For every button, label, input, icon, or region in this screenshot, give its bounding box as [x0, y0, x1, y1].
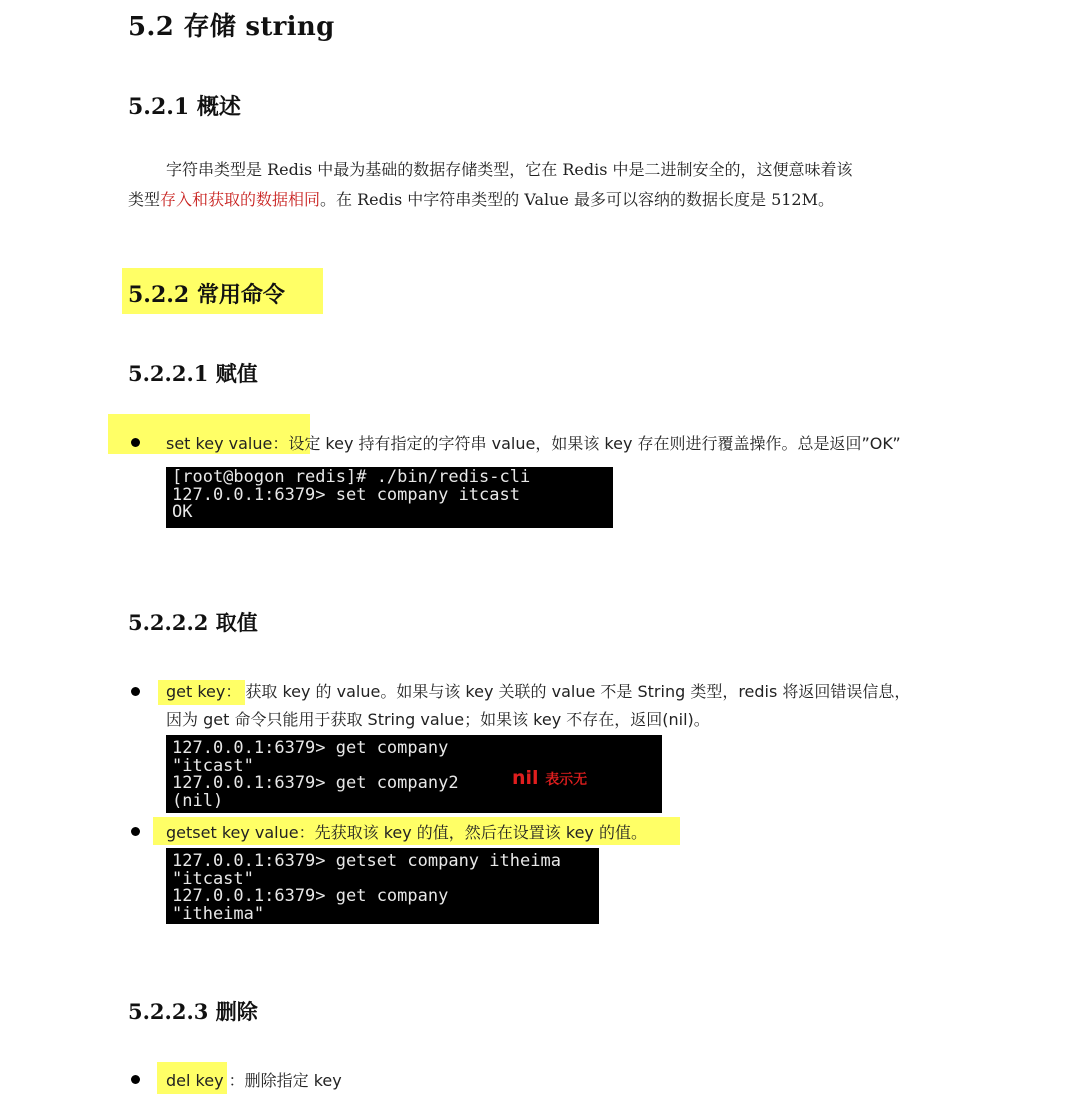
- heading-common-commands: 5.2.2 常用命令: [128, 282, 285, 308]
- bullet: [131, 827, 140, 836]
- heading-assign: 5.2.2.1 赋值: [128, 361, 258, 386]
- bullet: [131, 438, 140, 447]
- terminal-line: 127.0.0.1:6379> get company: [172, 886, 449, 906]
- page-title: 5.2 存储 string: [128, 12, 335, 42]
- terminal-line: 127.0.0.1:6379> get company2: [172, 773, 459, 793]
- terminal-set: [166, 467, 613, 528]
- set-command: set key value：设定: [166, 434, 321, 453]
- terminal-line: 127.0.0.1:6379> getset company itheima: [172, 851, 561, 871]
- del-bullet-text: [166, 1068, 342, 1091]
- bullet: [131, 1075, 140, 1084]
- del-command: del key: [166, 1071, 224, 1090]
- overview-line-2-suffix: 。在 Redis 中字符串类型的 Value 最多可以容纳的数据长度是 512M。: [320, 190, 834, 209]
- get-description: 获取 key 的 value。如果与该 key 关联的 value 不是 String 类型，redis 将返回错误信息，: [245, 682, 911, 701]
- heading-get: 5.2.2.2 取值: [128, 610, 258, 635]
- overview-line-2-prefix: 类型: [128, 190, 161, 209]
- getset-bullet-text: getset key value：先获取该 key 的值，然后在设置该 key 的值。: [166, 823, 647, 842]
- terminal-line: OK: [172, 502, 193, 522]
- overview-red-text: 存入和获取的数据相同: [160, 190, 321, 209]
- nil-annotation-meaning: 表示无: [545, 772, 588, 788]
- overview-paragraph: [128, 155, 958, 215]
- get-bullet-line-2: 因为 get 命令只能用于获取 String value；如果该 key 不存在，返回(nil)。: [166, 710, 710, 729]
- terminal-get: [166, 735, 662, 813]
- terminal-line: (nil): [172, 790, 224, 811]
- set-description: key 持有指定的字符串 value，如果该 key 存在则进行覆盖操作。总是返回”OK”: [320, 434, 901, 453]
- terminal-line: 127.0.0.1:6379> get company: [172, 738, 449, 758]
- get-command: get key：: [158, 680, 245, 705]
- get-bullet-line-1: [158, 679, 910, 702]
- overview-line-2: [128, 185, 958, 215]
- terminal-line: "itheima": [172, 903, 265, 924]
- terminal-line: "itcast": [172, 868, 254, 889]
- bullet: [131, 687, 140, 696]
- heading-delete: 5.2.2.3 删除: [128, 999, 258, 1024]
- terminal-line: [root@bogon redis]# ./bin/redis-cli: [172, 467, 531, 487]
- terminal-getset: [166, 848, 599, 924]
- nil-annotation: [512, 767, 587, 789]
- nil-annotation-word: nil: [512, 767, 539, 789]
- overview-line-1: 字符串类型是 Redis 中最为基础的数据存储类型，它在 Redis 中是二进制安全的，这便意味着该: [166, 160, 853, 179]
- heading-overview: 5.2.1 概述: [128, 94, 241, 120]
- set-bullet-text: [166, 431, 901, 454]
- terminal-line: 127.0.0.1:6379> set company itcast: [172, 484, 520, 505]
- del-description: ：删除指定 key: [228, 1071, 342, 1090]
- terminal-line: "itcast": [172, 755, 254, 776]
